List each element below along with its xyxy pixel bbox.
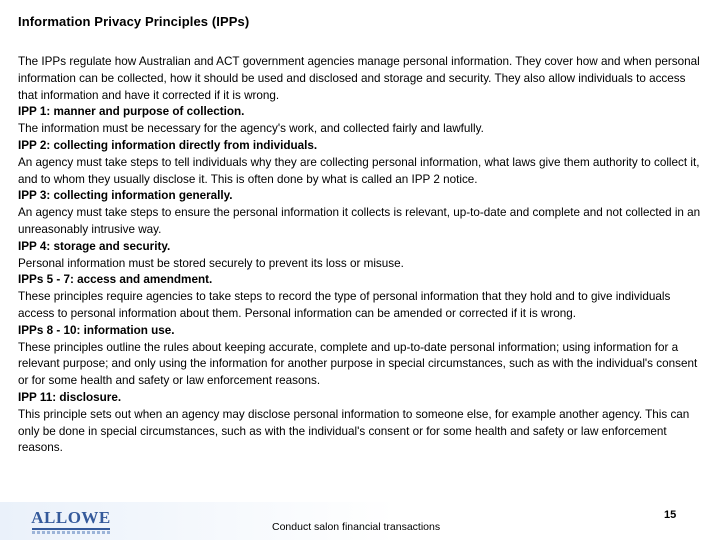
body-content xyxy=(18,54,708,457)
ipp8-10-text: These principles outline the rules about keeping accurate, complete and up-to-date personal information; using information for a relevant purpose; and only using the information for another purpose in special circumstances, such as with the individual's consent or for some health and safety or law enforcement reasons. xyxy=(18,340,698,388)
ipp4-text: Personal information must be stored securely to prevent its loss or misuse. xyxy=(18,256,404,270)
ipp5-7-text: These principles require agencies to take steps to record the type of personal information that they hold and to give individuals access to personal information about them. Personal information can be amended or corrected if it is wrong. xyxy=(18,290,671,320)
footer-bar xyxy=(0,502,720,540)
ipp3-heading: IPP 3: collecting information generally. xyxy=(18,189,233,203)
ipp3-text: An agency must take steps to ensure the personal information it collects is relevant, up-to-date and complete and not collected in an unreasonably intrusive way. xyxy=(18,206,701,236)
ipp5-7-heading: IPPs 5 - 7: access and amendment. xyxy=(18,273,213,287)
page-number: 15 xyxy=(664,509,677,521)
intro-paragraph: The IPPs regulate how Australian and ACT government agencies manage personal information. They cover how and when personal information can be collected, how it should be used and disclosed and storage and security. They also allow individuals to access that information and have it corrected if it is wrong. xyxy=(18,55,700,102)
ipp11-text: This principle sets out when an agency may disclose personal information to someone else, for example another agency. This can only be done in special circumstances, such as with the individual's consent or for some health and safety or law enforcement reasons. xyxy=(18,407,690,455)
logo-stripe xyxy=(32,531,110,534)
footer-caption: Conduct salon financial transactions xyxy=(272,521,441,533)
logo-rule xyxy=(32,528,110,530)
ipp1-text: The information must be necessary for the agency's work, and collected fairly and lawfully. xyxy=(18,122,484,136)
ipp2-text: An agency must take steps to tell individuals why they are collecting personal information, what laws give them authority to collect it, and to whom they usually disclose it. This is often done by what is called an IPP 2 notice. xyxy=(18,155,700,186)
allowe-logo xyxy=(30,506,112,536)
ipp2-heading: IPP 2: collecting information directly from individuals. xyxy=(18,138,318,152)
ipp8-10-heading: IPPs 8 - 10: information use. xyxy=(18,323,175,337)
ipp4-heading: IPP 4: storage and security. xyxy=(18,239,171,253)
ipp1-heading: IPP 1: manner and purpose of collection. xyxy=(18,105,245,119)
ipp11-heading: IPP 11: disclosure. xyxy=(18,390,122,404)
logo-text: ALLOWE xyxy=(31,508,111,527)
page-title: Information Privacy Principles (IPPs) xyxy=(18,14,250,29)
